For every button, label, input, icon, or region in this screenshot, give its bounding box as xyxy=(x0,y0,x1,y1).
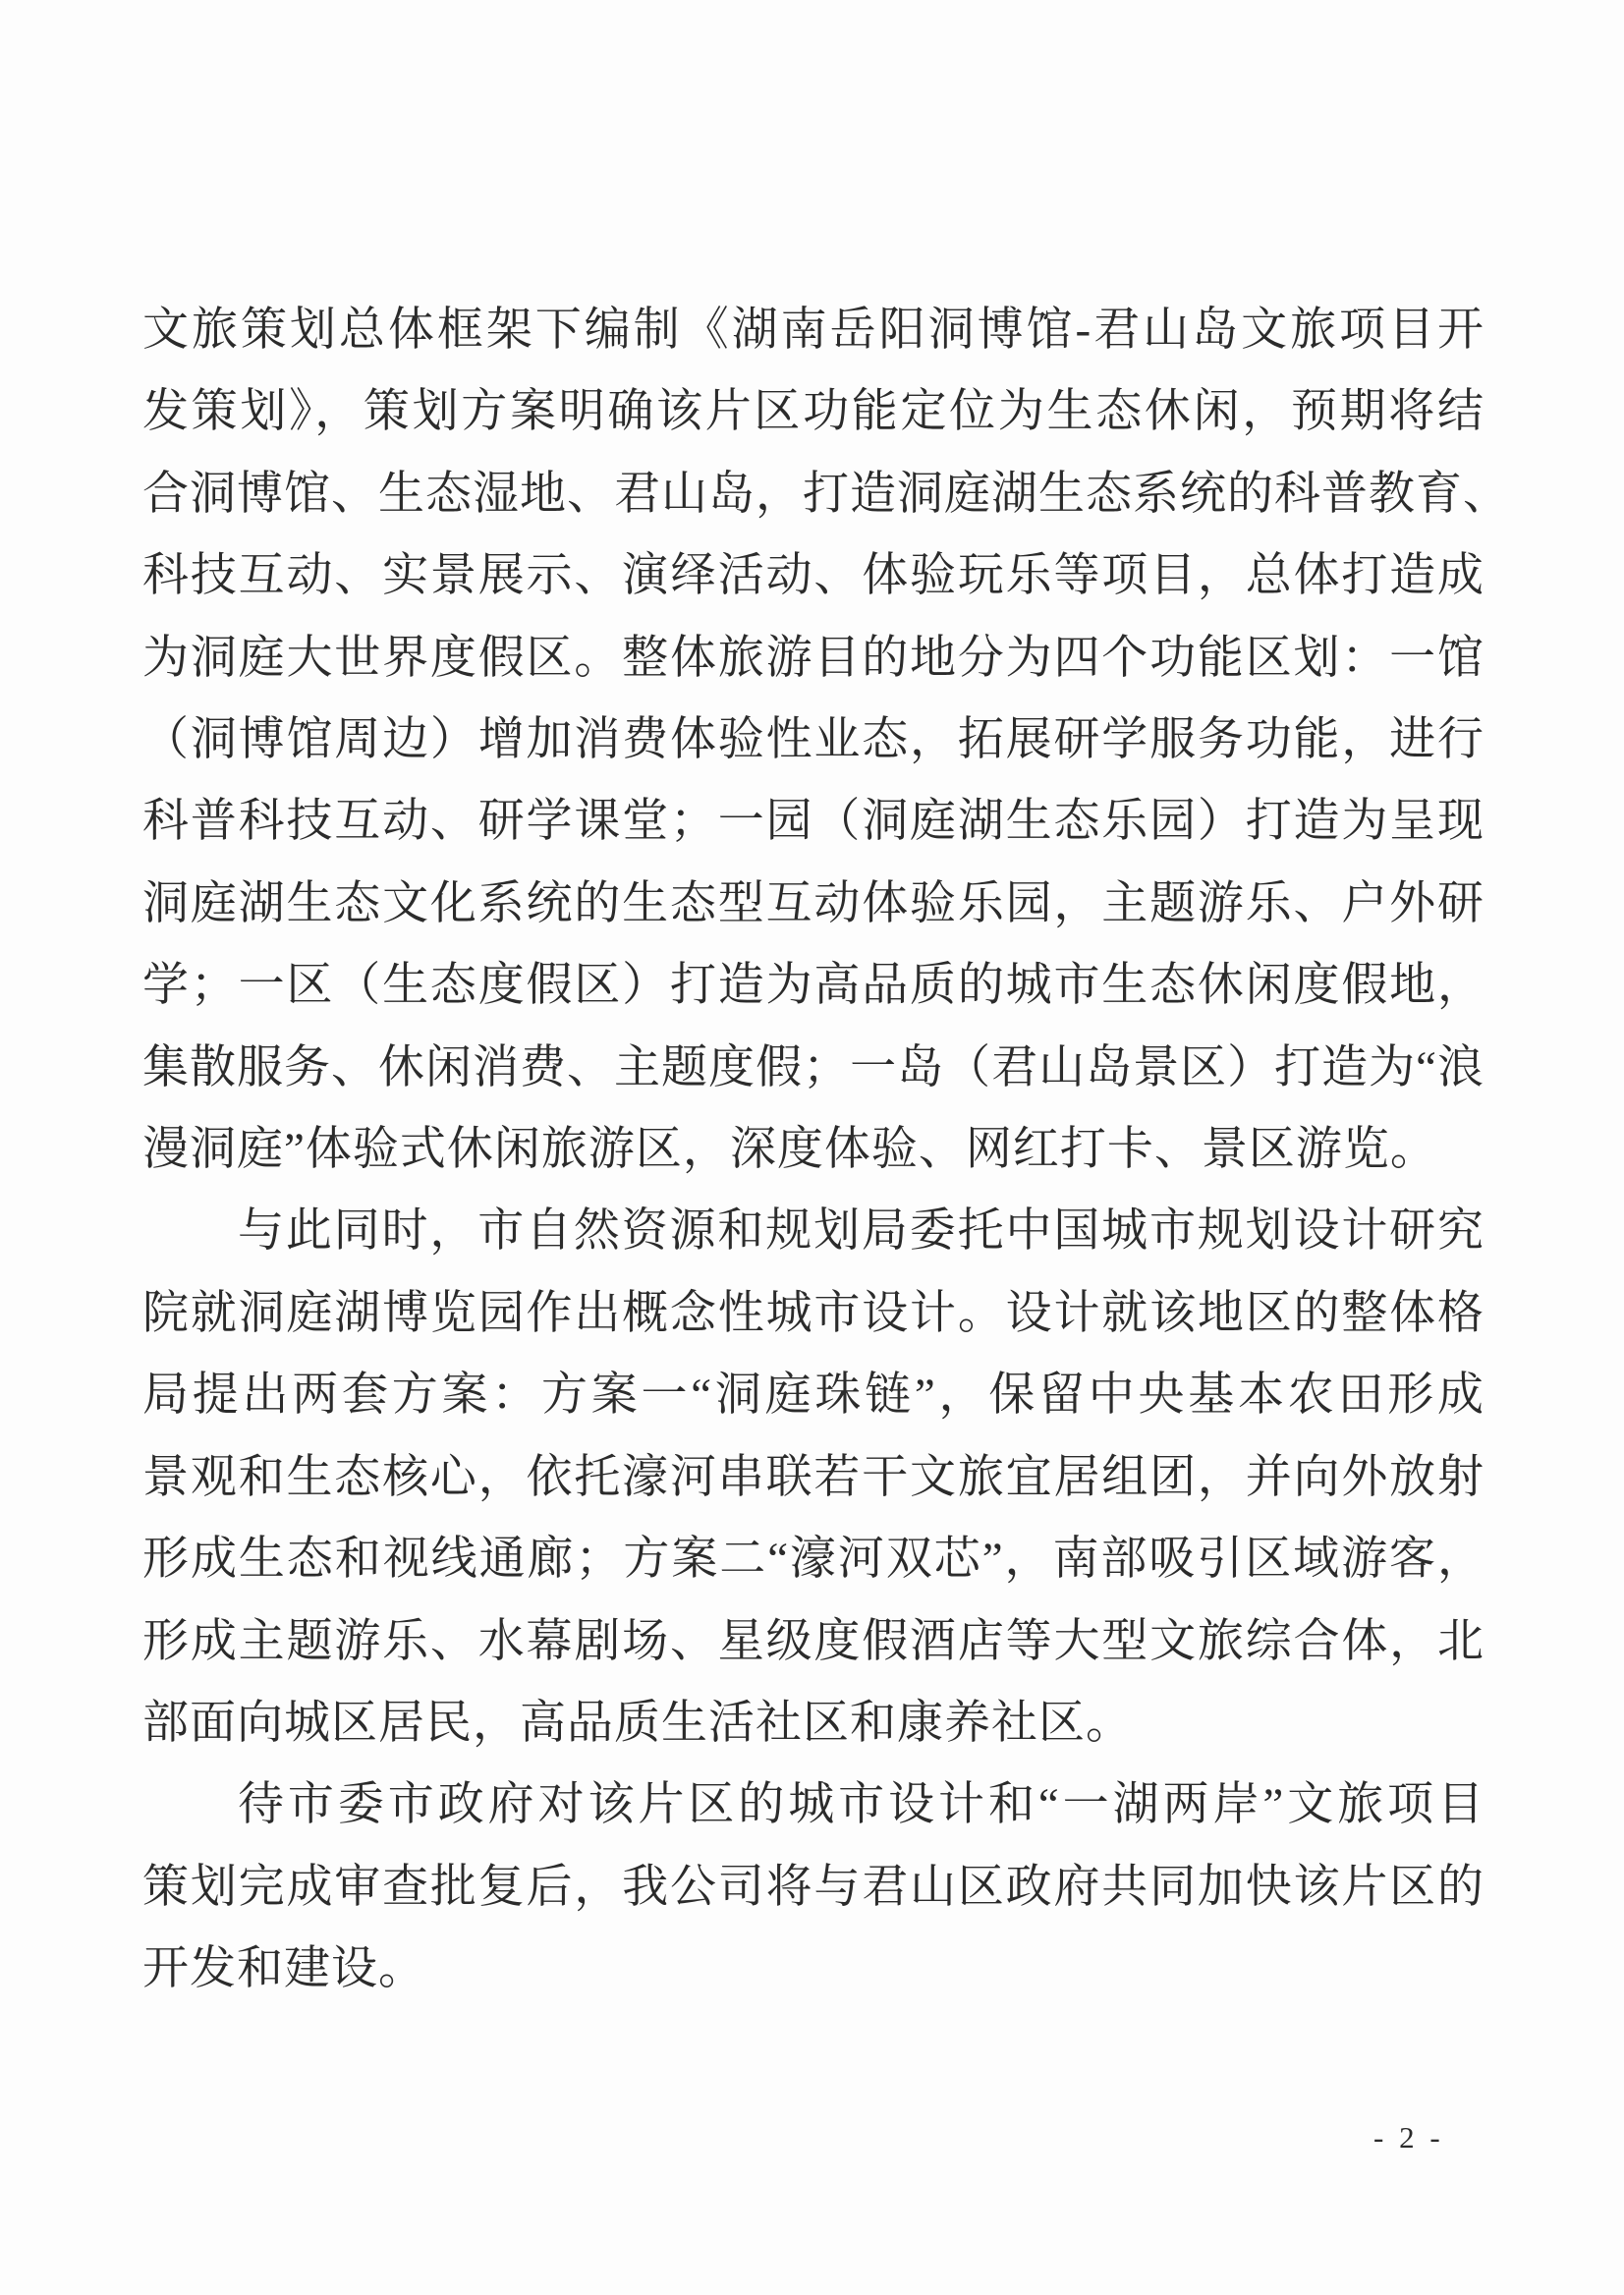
text-line: 合洞博馆、生态湿地、君山岛，打造洞庭湖生态系统的科普教育、 xyxy=(142,468,1510,520)
text-line: 院就洞庭湖博览园作出概念性城市设计。设计就该地区的整体格 xyxy=(142,1287,1484,1339)
text-line: 开发和建设。 xyxy=(142,1943,425,1995)
paragraph xyxy=(142,1191,1484,1764)
text-line: 科普科技互动、研学课堂；一园（洞庭湖生态乐园）打造为呈现 xyxy=(142,796,1484,848)
paragraph xyxy=(142,290,1510,1191)
text-line: 形成主题游乐、水幕剧场、星级度假酒店等大型文旅综合体，北 xyxy=(142,1615,1484,1667)
text-line: 学；一区（生态度假区）打造为高品质的城市生态休闲度假地， xyxy=(142,960,1484,1012)
text-line: 部面向城区居民，高品质生活社区和康养社区。 xyxy=(142,1697,1133,1749)
text-line: 漫洞庭”体验式休闲旅游区，深度体验、网红打卡、景区游览。 xyxy=(142,1124,1437,1176)
text-line: 形成生态和视线通廊；方案二“濠河双芯”，南部吸引区域游客， xyxy=(142,1534,1484,1586)
paragraph xyxy=(142,1764,1484,2010)
page-number: - 2 - xyxy=(1373,2120,1444,2155)
text-line: 发策划》，策划方案明确该片区功能定位为生态休闲，预期将结 xyxy=(142,386,1484,438)
text-line: 洞庭湖生态文化系统的生态型互动体验乐园，主题游乐、户外研 xyxy=(142,877,1484,929)
text-line: （洞博馆周边）增加消费体验性业态，拓展研学服务功能，进行 xyxy=(142,714,1484,766)
text-line: 策划完成审查批复后，我公司将与君山区政府共同加快该片区的 xyxy=(142,1861,1484,1913)
text-line: 文旅策划总体框架下编制《湖南岳阳洞博馆-君山岛文旅项目开 xyxy=(142,305,1484,356)
text-line: 科技互动、实景展示、演绎活动、体验玩乐等项目，总体打造成 xyxy=(142,550,1484,602)
text-line: 为洞庭大世界度假区。整体旅游目的地分为四个功能区划：一馆 xyxy=(142,632,1484,684)
text-line: 景观和生态核心，依托濠河串联若干文旅宜居组团，并向外放射 xyxy=(142,1451,1484,1503)
text-line: 局提出两套方案：方案一“洞庭珠链”，保留中央基本农田形成 xyxy=(142,1370,1484,1422)
text-line: 集散服务、休闲消费、主题度假；一岛（君山岛景区）打造为“浪 xyxy=(142,1041,1484,1093)
document-body xyxy=(142,290,1510,2011)
text-line: 待市委市政府对该片区的城市设计和“一湖两岸”文旅项目 xyxy=(238,1779,1484,1831)
text-line: 与此同时，市自然资源和规划局委托中国城市规划设计研究 xyxy=(238,1205,1484,1258)
